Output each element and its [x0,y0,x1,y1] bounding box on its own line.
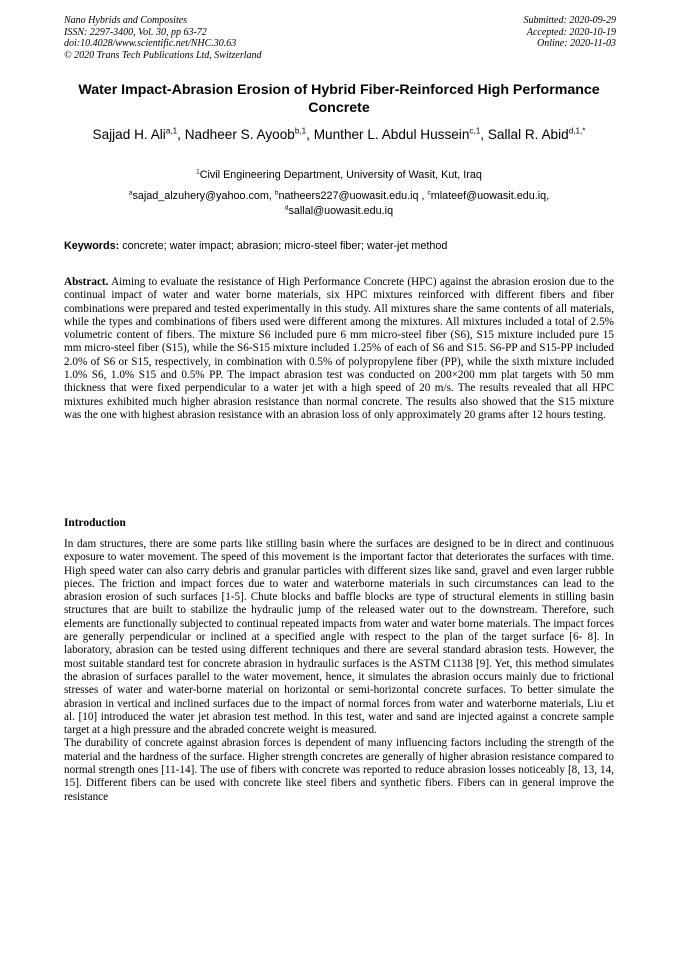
author-emails [74,189,604,218]
abstract-text: Aiming to evaluate the resistance of High Performance Concrete (HPC) against the abrasion erosion due to the continual impact of water and water borne materials, six HPC mixtures reinforced with different fibers and fiber combinations were prepared and tested experimentally in this study. All mixtures share the same contents of all materials, while the types and combinations of fibers used were different among the mixtures. All mixtures included a total of 2.5% volumetric content of fibers. The mixture S6 included pure 6 mm micro-steel fiber (S6), S15 mixture included pure 15 mm micro-steel fiber (S15), while the S6-S15 mixture included 1.25% of each of S6 and S15. S6-PP and S15-PP included 2.0% of S6 or S15, respectively, in combination with 0.5% of polypropylene fiber (PP), while the sixth mixture included 1.0% S6, 1.0% S15 and 0.5% PP. The impact abrasion test was conducted on 200×200 mm plat targets with 50 mm thickness that were fixed perpendicular to a water jet with a high speed of 20 m/s. The results revealed that all HPC mixtures exhibited much higher abrasion resistance than normal concrete. The results also showed that the S15 mixture was the one with highest abrasion resistance with an abrasion loss of only approximately 20 grams after 12 hours testing. [64,276,614,421]
author-separator: , [306,127,314,142]
paragraph: The durability of concrete against abrasion forces is dependent of many influencing factors including the strength of the material and the hardness of the surface. Higher strength concretes are generally of higher abrasion resistance compared to normal strength ones [11-14]. The use of fibers with concrete was reported to reduce abrasion losses noticeably [8, 13, 14, 15]. Different fibers can be used with concrete like steel fibers and synthetic fibers. Fibers can in general improve the resistance [64,737,614,803]
email-superscript: a [128,189,133,197]
email-link[interactable]: sajad_alzuhery@yahoo.com, [132,190,272,202]
copyright-line: © 2020 Trans Tech Publications Ltd, Switzerland [64,49,262,61]
email-link[interactable]: mlateef@uowasit.edu.iq, [430,190,550,202]
affiliation-superscript: 1 [196,168,200,176]
abstract-label: Abstract. [64,276,109,288]
submission-dates [396,15,616,50]
journal-info [64,15,394,61]
doi-line[interactable]: doi:10.4028/www.scientific.net/NHC.30.63 [64,38,237,50]
keywords [64,239,616,253]
author-superscript: d,1,* [568,126,586,136]
author-superscript: b,1 [294,126,307,136]
accepted-date: Accepted: 2020-10-19 [526,26,616,38]
author-superscript: a,1 [165,126,178,136]
author-separator: , [480,127,488,142]
introduction-body [64,538,614,804]
email-superscript: c [427,189,431,197]
author-name: Sajjad H. Ali [92,127,166,142]
email-link[interactable]: natheers227@uowasit.edu.iq , [278,190,425,202]
keywords-text: concrete; water impact; abrasion; micro-steel fiber; water-jet method [122,240,448,252]
author-name: Nadheer S. Ayoob [184,127,295,142]
issn-line: ISSN: 2297-3400, Vol. 30, pp 63-72 [64,26,207,38]
section-heading-introduction: Introduction [64,517,126,529]
email-link[interactable]: sallal@uowasit.edu.iq [288,204,394,217]
affiliation-text: Civil Engineering Department, University of Wasit, Kut, Iraq [199,169,482,181]
submitted-date: Submitted: 2020-09-29 [523,15,616,26]
author-separator: , [177,127,185,142]
affiliation [64,168,614,182]
keywords-label: Keywords: [64,240,120,252]
journal-name: Nano Hybrids and Composites [64,15,188,26]
email-superscript: d [284,203,289,211]
email-superscript: b [274,189,279,197]
paragraph: In dam structures, there are some parts like stilling basin where the surfaces are designed to be in direct and continuous exposure to water movement. The speed of this movement is the important factor that deteriorates the surfaces with time. High speed water can also carry debris and granular particles with different sizes like sand, gravel and even larger rubble pieces. The friction and impact forces due to water and waterborne materials in such circumstances can lead to the abrasion erosion of such surfaces [1-5]. Chute blocks and baffle blocks are type of structural elements in stilling basin structures that are built to stabilize the hydraulic jump of the released water out to the downstream. Therefore, such elements are functionally subjected to continual repeated impacts from water and water borne materials. The impact forces are generally perpendicular or inclined at a specified angle with respect to the plan of the target surface [6- 8]. In laboratory, abrasion can be tested using different techniques and there are several standard abrasion tests. However, the most suitable standard test for concrete abrasion in hydraulic surfaces is the ASTM C1138 [9]. Yet, this method simulates the abrasion of surfaces parallel to the water movement, hence, it simulates the abrasion occurs mainly due to frictional stresses of water and water-borne material on horizontal or semi-horizontal concrete surfaces. To better simulate the abrasion in vertical and inclined surfaces due to the impact of normal forces from water and waterborne materials, Liu et al. [10] introduced the water jet abrasion test method. In this test, water and sand are injected against a concrete sample target at a high pressure and the abraded concrete weight is measured. [64,538,614,737]
author-name: Sallal R. Abid [487,127,569,142]
abstract [64,276,614,422]
author-name: Munther L. Abdul Hussein [313,127,470,142]
paper-title: Water Impact-Abrasion Erosion of Hybrid Fiber-Reinforced High Performance Concrete [78,82,600,116]
author-superscript: c,1 [469,126,481,136]
author-list [64,125,614,144]
online-date: Online: 2020-11-03 [537,38,616,50]
